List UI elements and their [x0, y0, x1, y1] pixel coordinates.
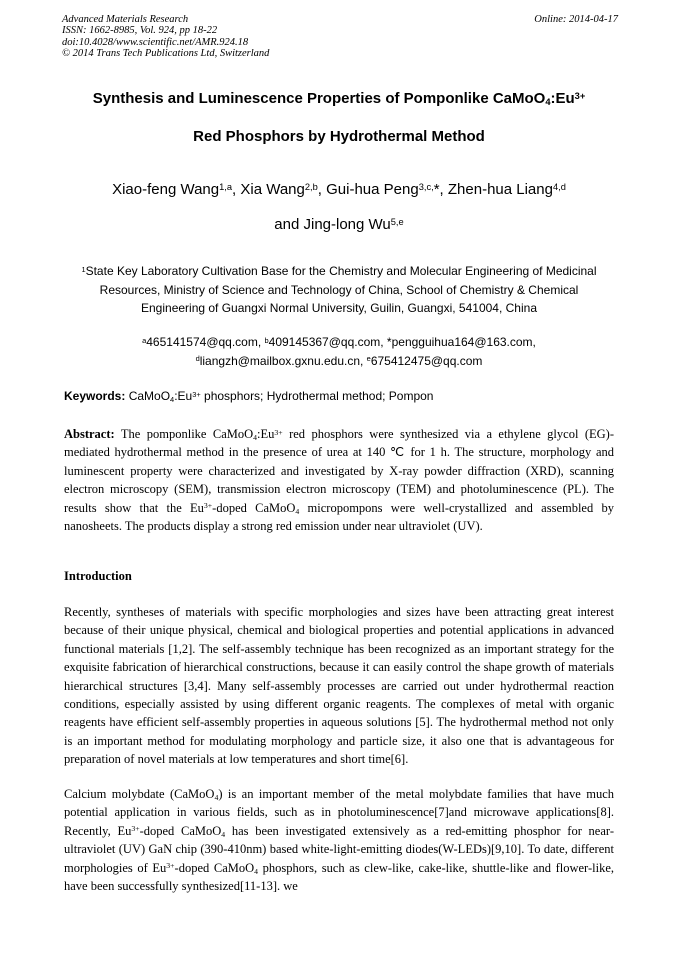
abstract-superscript: 3+	[274, 427, 283, 437]
author-name: , Xia Wang	[232, 181, 305, 198]
paragraph-text: has been investigated extensively as a red-emitting phosphor for near-ultraviolet (UV) GaN chip (390-410nm) based white-light-emitting diodes(W-LEDs)[9,10]. To date, different morphologies of Eu	[64, 823, 614, 875]
author-emails	[50, 333, 628, 370]
keywords-label: Keywords:	[64, 389, 126, 403]
journal-name: Advanced Materials Research	[62, 14, 189, 25]
paragraph-text: phosphors, such as clew-like, cake-like, shuttle-like and flower-like, have been successfully synthesized[11-13]. we	[64, 860, 614, 894]
affiliation-line	[50, 262, 628, 281]
paragraph-text: Calcium molybdate (CaMoO	[64, 787, 215, 801]
abstract-text: red phosphors were synthesized via a ethylene glycol (EG)-mediated hydrothermal method in the presence of urea at 140 ℃ for 1 h. The structure, morphology and luminescent property were characterized and investigated by X-ray powder diffraction (XRD), scanning electron microscopy (SEM), transmission electron microscopy (TEM) and photoluminescence (PL). The results show that the Eu	[64, 427, 614, 515]
keywords-superscript: 3+	[192, 389, 201, 399]
paragraph-superscript: 3+	[131, 824, 140, 834]
author-line-1	[40, 181, 638, 198]
abstract-superscript: 3+	[203, 501, 213, 511]
abstract-subscript: 4	[295, 506, 300, 516]
email-mark: a	[142, 335, 147, 345]
author-affil-mark: 4,d	[552, 181, 566, 192]
keywords-text: CaMoO	[125, 389, 171, 403]
author-line-2	[40, 216, 638, 233]
abstract-label: Abstract:	[64, 427, 115, 441]
paragraph-superscript: 3+	[166, 861, 175, 871]
email-line	[50, 352, 628, 371]
paragraph-subscript: 4	[254, 866, 259, 876]
issn-line: ISSN: 1662-8985, Vol. 924, pp 18-22	[62, 25, 218, 37]
author-name: , Gui-hua Peng	[317, 181, 419, 198]
introduction-paragraph-2	[64, 785, 614, 895]
affiliation-line: Resources, Ministry of Science and Technology of China, School of Chemistry & Chemical	[99, 282, 579, 297]
email-text: 465141574@qq.com,	[146, 335, 265, 349]
title-text: Synthesis and Luminescence Properties of Pomponlike CaMoO	[92, 90, 546, 107]
paragraph-text: -doped CaMoO	[174, 860, 255, 875]
abstract-text: -doped CaMoO	[212, 500, 296, 515]
paper-title-line-2: Red Phosphors by Hydrothermal Method	[193, 128, 485, 145]
abstract-text: :Eu	[257, 427, 275, 441]
title-subscript: 4	[545, 97, 551, 108]
introduction-paragraph-1: Recently, syntheses of materials with specific morphologies and sizes have been attracting great interest because of their unique physical, chemical and biological properties and potential applications in advanced functional materials [1,2]. The self-assembly technique has been recognized as an important strategy for the exquisite fabrication of hierarchical constructions, because it can easily control the shape growth of materials hierarchical structures [3,4]. Many self-assembly processes are carried out under hydrothermal reaction conditions, especially assisted by using different organic reagents. The complexes of metal with organic reagents have efficient self-assembly properties in aqueous solutions [5]. The hydrothermal method not only is an important method for modulating morphology and particle size, it also one that is advantageous for preparation of novel materials at low temperatures and short time[6].	[64, 605, 614, 767]
author-affil-mark: 2,b	[304, 181, 318, 192]
author-name: , Zhen-hua Liang	[439, 181, 553, 198]
affiliation	[50, 262, 628, 318]
paragraph-subscript: 4	[214, 792, 219, 802]
paragraph-subscript: 4	[221, 829, 226, 839]
journal-header	[62, 14, 618, 60]
doi-line: doi:10.4028/www.scientific.net/AMR.924.18	[62, 36, 249, 48]
email-line	[50, 333, 628, 352]
keywords-text: phosphors; Hydrothermal method; Pompon	[200, 389, 434, 403]
paragraph-text: ) is an important member of the metal molybdate families that have much potential application in various fields, such as in photoluminescence[7]and microwave applications[8]. Recently, Eu	[64, 787, 614, 838]
author-name: Xiao-feng Wang	[112, 181, 220, 198]
email-mark: b	[264, 335, 269, 345]
abstract	[64, 425, 614, 535]
affiliation-mark: 1	[81, 264, 86, 274]
author-affil-mark: 3,c,	[418, 181, 434, 192]
keywords-subscript: 4	[170, 394, 175, 404]
affiliation-text: State Key Laboratory Cultivation Base for the Chemistry and Molecular Engineering of Medicinal	[85, 264, 597, 278]
author-affil-mark: 5,e	[390, 216, 404, 227]
email-text: 675412475@qq.com	[370, 353, 483, 368]
abstract-text: micropompons were well-crystallized and assembled by nanosheets. The products display a strong red emission under near ultraviolet (UV).	[64, 500, 614, 534]
keywords	[64, 389, 624, 403]
paragraph-text: -doped CaMoO	[139, 823, 222, 838]
online-date: Online: 2014-04-17	[534, 14, 618, 25]
keywords-text: :Eu	[174, 389, 193, 403]
corresponding-mark: *	[433, 181, 440, 198]
email-mark: d	[195, 354, 200, 364]
copyright-line: © 2014 Trans Tech Publications Ltd, Switzerland	[62, 48, 270, 60]
email-text: liangzh@mailbox.gxnu.edu.cn,	[199, 353, 367, 368]
title-text: :Eu	[550, 90, 575, 107]
affiliation-line: Engineering of Guangxi Normal University, Guilin, Guangxi, 541004, China	[141, 301, 537, 315]
author-affil-mark: 1,a	[219, 181, 233, 192]
paper-title-line-1	[40, 90, 638, 107]
author-name: and Jing-long Wu	[274, 216, 391, 233]
email-text: 409145367@qq.com, *pengguihua164@163.com,	[268, 335, 536, 349]
title-superscript: 3+	[574, 90, 586, 101]
email-mark: e	[366, 354, 371, 364]
section-heading-introduction: Introduction	[64, 569, 132, 583]
abstract-subscript: 4	[253, 432, 258, 442]
abstract-text: The pomponlike CaMoO	[114, 427, 254, 441]
